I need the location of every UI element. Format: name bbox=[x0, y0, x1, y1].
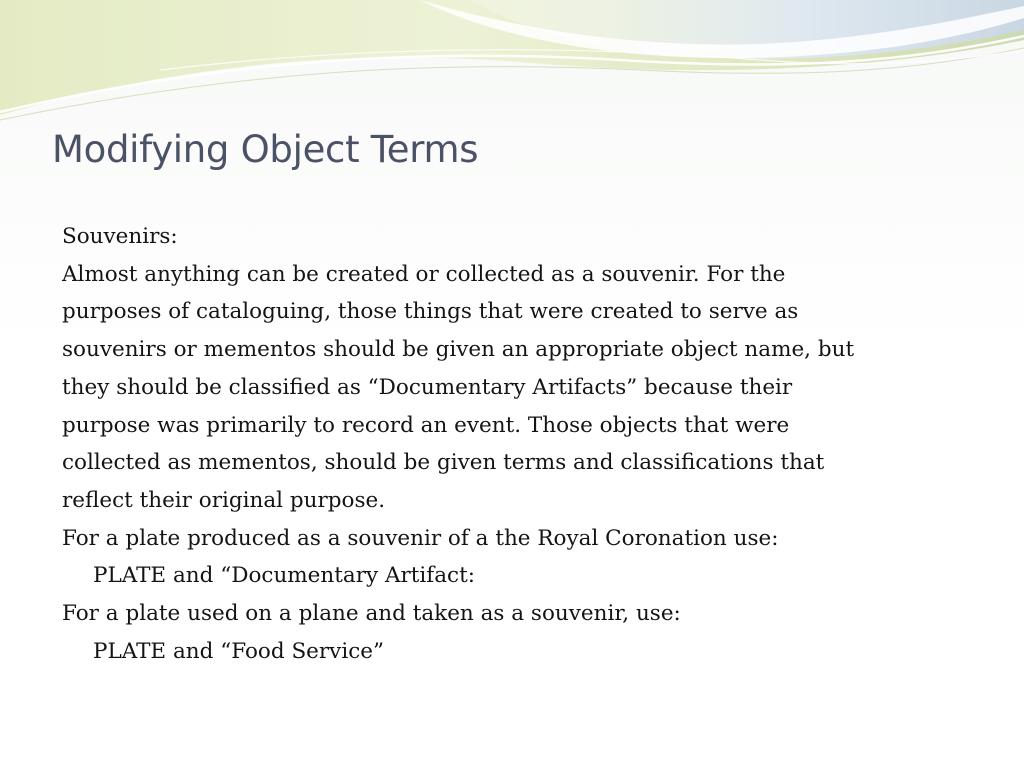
body-line-example: PLATE and “Documentary Artifact: bbox=[93, 563, 475, 589]
body-line: reflect their original purpose. bbox=[62, 487, 386, 513]
body-line: For a plate produced as a souvenir of a the Royal Coronation use: bbox=[62, 525, 779, 551]
body-line: purpose was primarily to record an event. Those objects that were bbox=[62, 412, 790, 438]
body-line: souvenirs or mementos should be given an appropriate object name, but bbox=[62, 337, 855, 363]
slide-title: Modifying Object Terms bbox=[52, 128, 479, 171]
body-line-example: PLATE and “Food Service” bbox=[93, 638, 384, 664]
body-line: they should be classified as “Documentary Artifacts” because their bbox=[62, 374, 793, 400]
body-line: Almost anything can be created or collected as a souvenir. For the bbox=[62, 261, 786, 287]
slide-body-text bbox=[62, 218, 982, 670]
body-line: collected as mementos, should be given terms and classifications that bbox=[62, 450, 825, 476]
body-line: purposes of cataloguing, those things that were created to serve as bbox=[62, 299, 799, 325]
decorative-swoosh-banner bbox=[0, 0, 1024, 130]
body-line: For a plate used on a plane and taken as a souvenir, use: bbox=[62, 601, 681, 627]
body-line-heading: Souvenirs: bbox=[62, 224, 178, 249]
